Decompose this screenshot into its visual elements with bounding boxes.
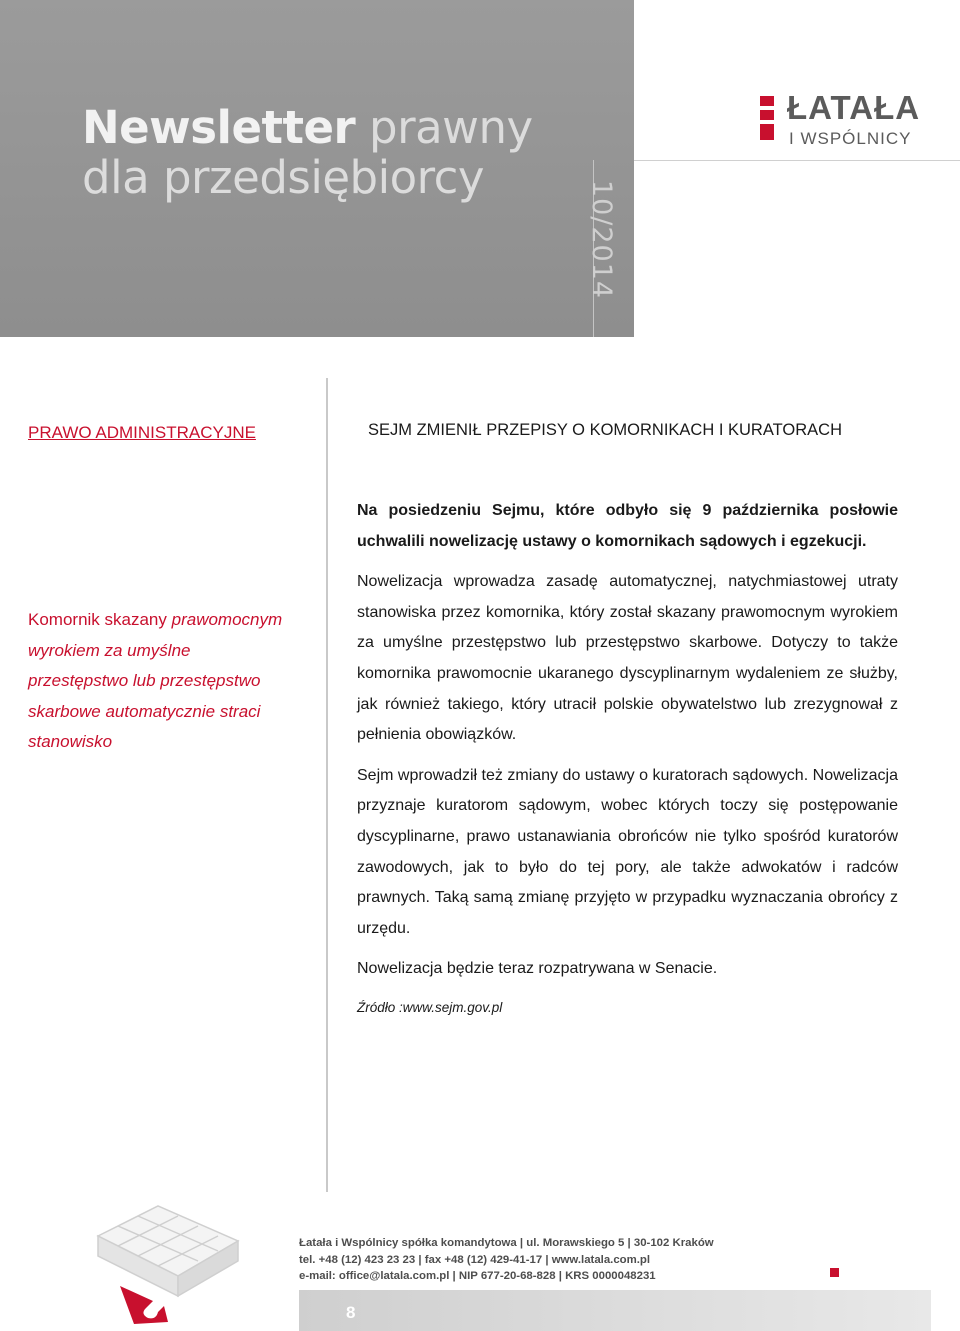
article-paragraph: Nowelizacja wprowadza zasadę automatycznej, natychmiastowej utraty stanowiska przez komornika, który został skazany prawomocnym wyrokiem za umyślne przestępstwo lub przestępstwo skarbowe. Dotyczy to także komornika prawomocnie ukaranego dyscyplinarnym wydaleniem ze służby, jak również takiego, który utracił polskie obywatelstwo lub zrezygnował z pełnienia obowiązków. — [357, 573, 898, 744]
article-paragraph: Nowelizacja będzie teraz rozpatrywana w Senacie. — [357, 960, 718, 978]
footer-contact — [299, 1235, 739, 1285]
newsletter-subtitle: dla przedsiębiorcy — [82, 151, 484, 204]
issue-number-text: 10/2014 — [586, 179, 618, 299]
pullquote-first-line: Komornik skazany — [28, 610, 167, 629]
newsletter-title — [82, 103, 533, 153]
article-source: Źródło :www.sejm.gov.pl — [357, 999, 503, 1015]
logo-mark-icon — [760, 96, 774, 140]
header-banner — [0, 0, 634, 337]
footer-line-company: Łatała i Wspólnicy spółka komandytowa | ul. Morawskiego 5 | 30-102 Kraków — [299, 1237, 714, 1249]
logo-subtitle: I WSPÓLNICY — [789, 129, 912, 148]
article-title: SEJM ZMIENIŁ PRZEPISY O KOMORNIKACH I KURATORACH — [368, 421, 842, 439]
pullquote — [28, 605, 288, 758]
logo-name: ŁATAŁA — [787, 89, 921, 126]
pullquote-rest: prawomocnym wyrokiem za umyślne przestępstwo lub przestępstwo skarbowe automatycznie straci stanowisko — [28, 610, 283, 752]
header-rule — [634, 160, 960, 161]
footer-accent-square — [830, 1268, 839, 1277]
issue-number — [562, 179, 642, 299]
article-lead: Na posiedzeniu Sejmu, które odbyło się 9 października posłowie uchwalili nowelizację ustawy o komornikach sądowych i egzekucji. — [357, 502, 898, 550]
page-number-bar — [299, 1290, 931, 1331]
section-label: PRAWO ADMINISTRACYJNE — [28, 423, 256, 442]
footer-line-email: e-mail: office@latala.com.pl | NIP 677-20-68-828 | KRS 0000048231 — [299, 1270, 656, 1282]
article-paragraph: Sejm wprowadził też zmiany do ustawy o kuratorach sądowych. Nowelizacja przyznaje kuratorom sądowym, wobec których toczy się postępowanie dyscyplinarne, prawo ustanawiania obrońców nie tylko spośród kuratorów zawodowych, jak to było do tej pory, ale także adwokatów i radców prawnych. Taką samą zmianę przyjęto w przypadku wyznaczania obrońcy z urzędu. — [357, 766, 898, 937]
footer-line-phone: tel. +48 (12) 423 23 23 | fax +48 (12) 429-41-17 | www.latala.com.pl — [299, 1253, 651, 1266]
puzzle-logo-icon — [58, 1196, 258, 1328]
article-body — [357, 496, 898, 1024]
page-number: 8 — [346, 1303, 356, 1322]
newsletter-title-bold: Newsletter — [82, 101, 356, 154]
newsletter-title-rest: prawny — [369, 101, 533, 154]
column-divider — [326, 378, 328, 1192]
